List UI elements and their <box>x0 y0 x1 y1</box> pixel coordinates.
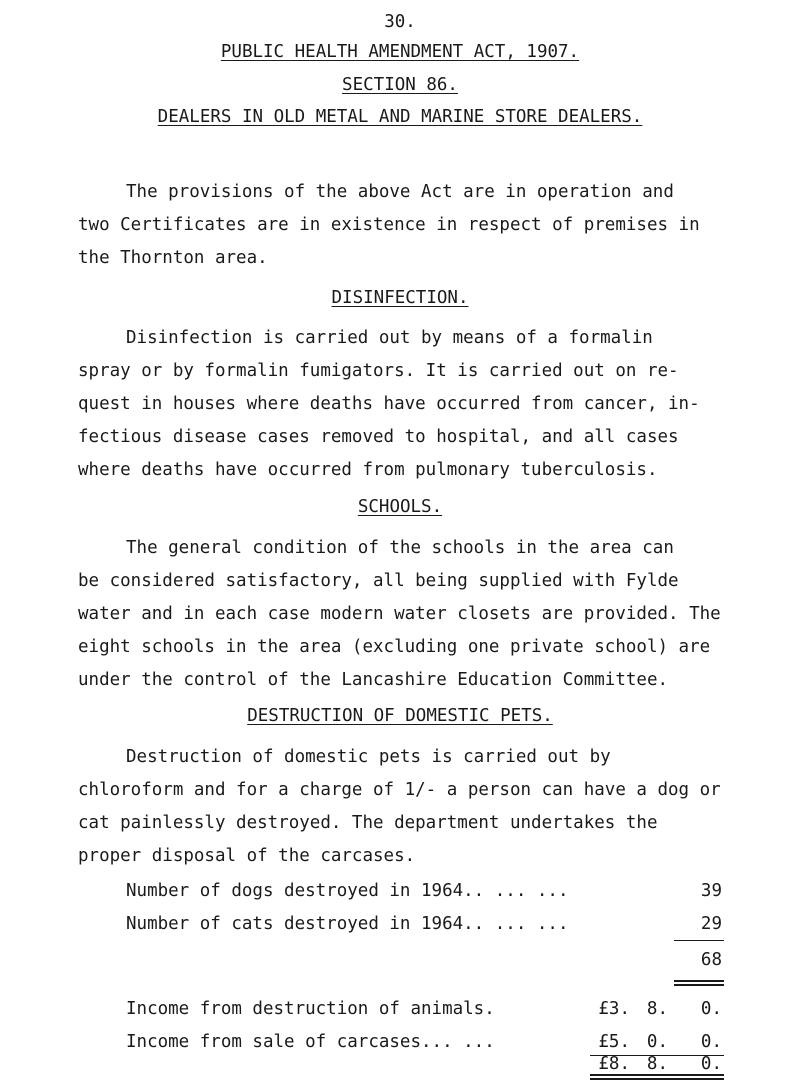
dealers-paragraph <box>78 176 738 275</box>
income-row-shillings: 0. <box>646 1032 668 1052</box>
paragraph-line: quest in houses where deaths have occurred from cancer, in- <box>78 394 700 414</box>
dogs-destroyed-label: Number of dogs destroyed in 1964.. ... ... <box>126 881 569 901</box>
paragraph-line: the Thornton area. <box>78 248 268 268</box>
income-row-pounds: £3. <box>598 999 630 1019</box>
paragraph-line: where deaths have occurred from pulmonary tuberculosis. <box>78 460 658 480</box>
income-row-label: Income from sale of carcases... ... <box>126 1032 495 1052</box>
total-double-rule-top <box>674 980 724 982</box>
dogs-destroyed-value: 39 <box>700 881 722 901</box>
cats-destroyed-label: Number of cats destroyed in 1964.. ... ... <box>126 914 569 934</box>
dealers-heading: DEALERS IN OLD METAL AND MARINE STORE DEALERS. <box>157 107 643 127</box>
paragraph-line: The general condition of the schools in the area can <box>126 538 674 558</box>
paragraph-line: water and in each case modern water closets are provided. The <box>78 604 721 624</box>
cats-destroyed-value: 29 <box>700 914 722 934</box>
income-total-pounds: £8. <box>598 1054 630 1074</box>
paragraph-line: proper disposal of the carcases. <box>78 846 416 866</box>
paragraph-line: Destruction of domestic pets is carried out by <box>126 747 611 767</box>
section-heading: SECTION 86. <box>342 75 458 95</box>
income-row-pence: 0. <box>700 1032 722 1052</box>
income-total-pence: 0. <box>700 1054 722 1074</box>
paragraph-line: two Certificates are in existence in respect of premises in <box>78 215 700 235</box>
income-total-double-rule <box>590 1074 724 1076</box>
pets-total-value: 68 <box>700 950 722 970</box>
subtotal-rule <box>674 940 724 941</box>
income-total-double-rule <box>590 1078 724 1080</box>
paragraph-line: cat painlessly destroyed. The department undertakes the <box>78 813 658 833</box>
schools-heading: SCHOOLS. <box>357 497 443 517</box>
paragraph-line: The provisions of the above Act are in operation and <box>126 182 674 202</box>
page-number: 30. <box>384 12 416 32</box>
paragraph-line: under the control of the Lancashire Education Committee. <box>78 670 669 690</box>
total-double-rule-bottom <box>674 984 724 986</box>
income-row-pence: 0. <box>700 999 722 1019</box>
pets-heading: DESTRUCTION OF DOMESTIC PETS. <box>247 706 553 726</box>
paragraph-line: Disinfection is carried out by means of a formalin <box>126 328 653 348</box>
income-row-label: Income from destruction of animals. <box>126 999 495 1019</box>
pets-paragraph <box>78 741 738 873</box>
income-row-pounds: £5. <box>598 1032 630 1052</box>
paragraph-line: fectious disease cases removed to hospital, and all cases <box>78 427 679 447</box>
income-total-shillings: 8. <box>646 1054 668 1074</box>
act-heading: PUBLIC HEALTH AMENDMENT ACT, 1907. <box>220 42 580 62</box>
disinfection-paragraph <box>78 322 738 487</box>
paragraph-line: chloroform and for a charge of 1/- a person can have a dog or <box>78 780 721 800</box>
paragraph-line: eight schools in the area (excluding one private school) are <box>78 637 711 657</box>
schools-paragraph <box>78 532 738 697</box>
paragraph-line: spray or by formalin fumigators. It is carried out on re- <box>78 361 679 381</box>
disinfection-heading: DISINFECTION. <box>331 288 469 308</box>
paragraph-line: be considered satisfactory, all being supplied with Fylde <box>78 571 679 591</box>
income-row-shillings: 8. <box>646 999 668 1019</box>
